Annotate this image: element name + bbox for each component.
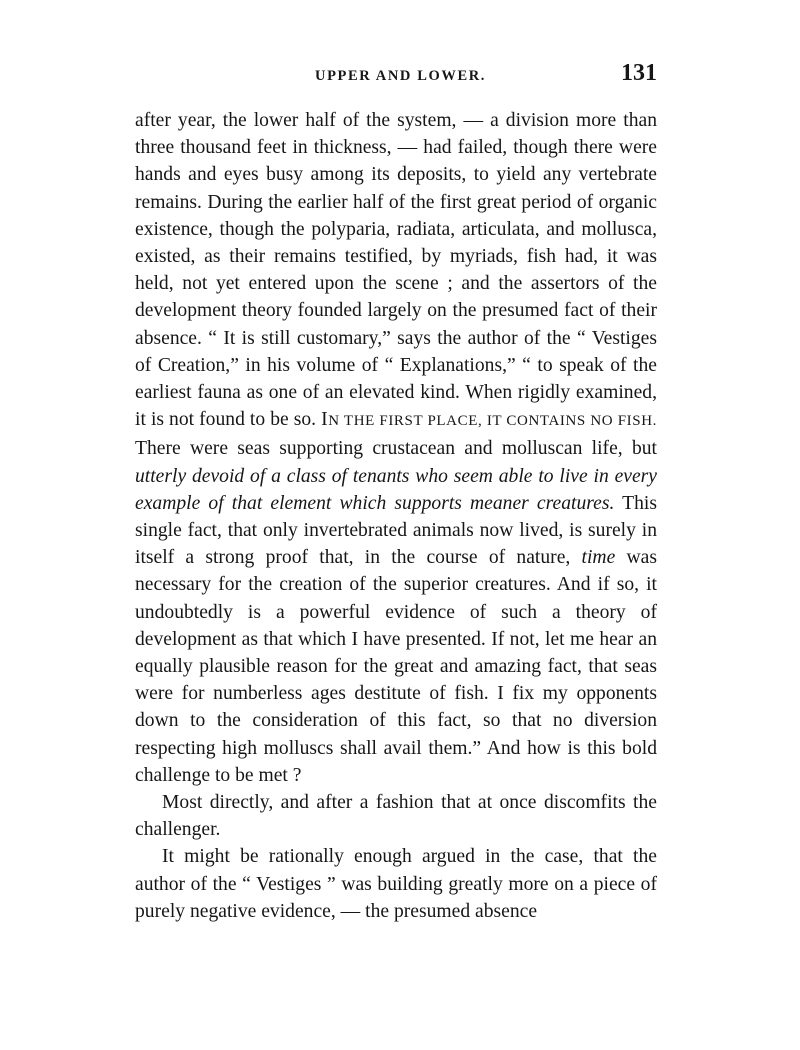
small-caps-run: [321, 409, 657, 431]
text-run: Most directly, and after a fashion that at once discomfits the challenger.: [135, 792, 657, 841]
small-caps-rest: N THE FIRST PLACE, IT CONTAINS NO FISH.: [328, 413, 657, 430]
text-run: There were seas supporting crustacean and molluscan life, but: [135, 438, 657, 460]
paragraph-2: [135, 789, 657, 843]
italic-run: utterly devoid of a class of tenants who seem able to live in every example of that element which supports meaner creatures.: [135, 465, 657, 514]
running-head: [135, 60, 657, 90]
running-title: UPPER AND LOWER.: [315, 68, 487, 84]
text-run: It might be rationally enough argued in the case, that the author of the “ Vestiges ” was building greatly more on a piece of purely negative evidence, — the presumed absence: [135, 846, 657, 922]
text-run: after year, the lower half of the system, — a division more than three thousand feet in thickness, — had failed, though there were hands and eyes busy among its deposits, to yield any vertebrate remains. During the earlier half of the first great period of organic existence, though the polyparia, radiata, articulata, and mollusca, existed, as their remains testified, by myriads, fish had, it was held, not yet entered upon the scene ; and the assertors of the development theory founded largely on the presumed fact of their absence. “ It is still customary,” says the author of the “ Vestiges of Creation,” in his volume of “ Explanations,” “ to speak of the earliest fauna as one of an elevated kind. When rigidly examined, it is not found to be so.: [135, 110, 657, 431]
text-run: was necessary for the creation of the superior creatures. And if so, it undoubtedly is a powerful evidence of such a theory of development as that which I have presented. If not, let me hear an equally plausible reason for the great and amazing fact, that seas were for numberless ages destitute of fish. I fix my opponents down to the consideration of this fact, so that no diversion respecting high molluscs shall avail them.” And how is this bold challenge to be met ?: [135, 547, 657, 786]
paragraph-3: [135, 843, 657, 925]
small-caps-initial: I: [321, 409, 329, 431]
italic-run: time: [581, 547, 616, 569]
paragraph-1: [135, 107, 657, 789]
text-run: This single fact, that only invertebrated animals now lived, is surely in itself a strong proof that, in the course of nature,: [135, 492, 657, 569]
body-text: [135, 107, 657, 925]
page-number: 131: [621, 60, 657, 86]
